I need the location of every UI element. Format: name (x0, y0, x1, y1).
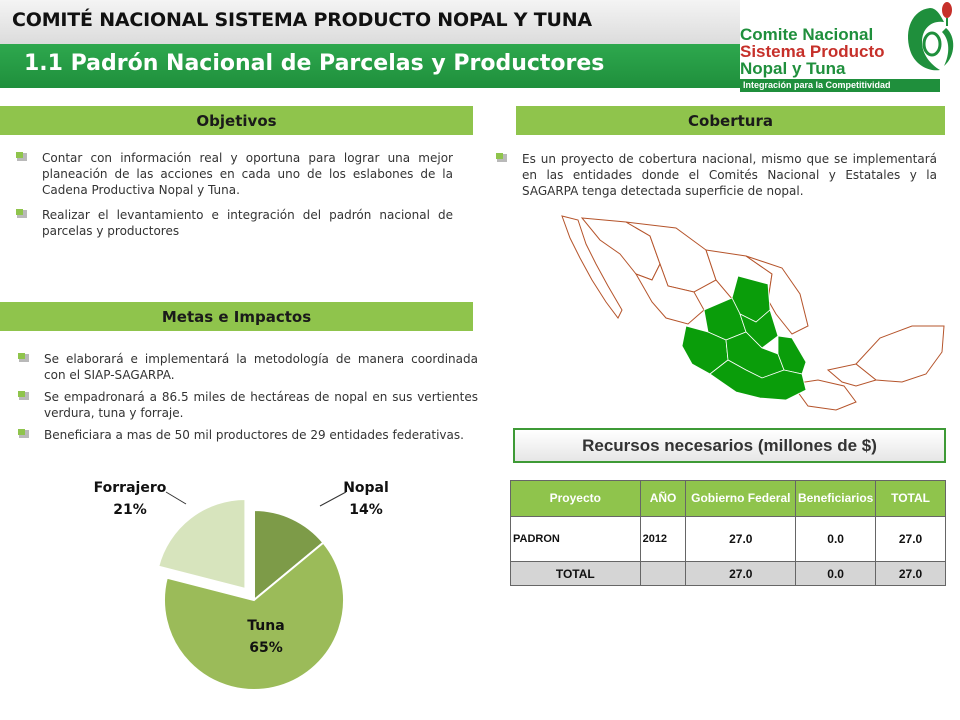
table-row (511, 517, 946, 562)
column-header: Beneficiarios (796, 481, 876, 517)
column-header: TOTAL (876, 481, 946, 517)
meta-text: Beneficiara a mas de 50 mil productores de 29 entidades federativas. (44, 428, 464, 442)
table-cell: 27.0 (686, 517, 796, 562)
meta-text: Se elaborará e implementará la metodología de manera coordinada con el SIAP-SAGARPA. (44, 352, 478, 382)
productores-pie-chart (90, 470, 420, 700)
bullet-icon (16, 152, 28, 162)
list-item (18, 351, 478, 383)
recursos-title: Recursos necesarios (millones de $) (513, 428, 946, 463)
section-title-bar (0, 44, 740, 88)
column-header: Proyecto (511, 481, 641, 517)
bullet-icon (18, 353, 30, 363)
logo (740, 0, 960, 92)
table-cell: 0.0 (796, 517, 876, 562)
table-cell: TOTAL (511, 562, 641, 586)
column-header: AÑO (640, 481, 686, 517)
list-item (18, 427, 478, 443)
column-header: Gobierno Federal (686, 481, 796, 517)
recursos-table (510, 480, 946, 586)
list-item (16, 150, 453, 198)
pie-label-tuna: Tuna (247, 618, 285, 634)
nopal-emblem-icon (900, 0, 960, 78)
table-cell (640, 562, 686, 586)
table-cell: 27.0 (876, 517, 946, 562)
pie-value-tuna: 65% (249, 640, 283, 656)
bullet-icon (496, 153, 508, 163)
list-item (496, 151, 937, 199)
cobertura-heading: Cobertura (516, 106, 945, 135)
org-title: COMITÉ NACIONAL SISTEMA PRODUCTO NOPAL Y TUNA (12, 9, 592, 31)
table-cell: 27.0 (876, 562, 946, 586)
pie-leader-line (320, 492, 346, 506)
pie-label-nopal: Nopal (343, 480, 389, 496)
pie-value-nopal: 14% (349, 502, 383, 518)
logo-line-1: Comite Nacional (740, 25, 874, 44)
bullet-icon (18, 391, 30, 401)
mexico-coverage-map (556, 214, 948, 414)
map-region-yucatan (856, 326, 944, 382)
logo-line-2: Sistema Producto (740, 42, 885, 61)
cobertura-list (496, 151, 937, 208)
meta-text: Se empadronará a 86.5 miles de hectáreas de nopal en sus vertientes verdura, tuna y forraje. (44, 390, 478, 420)
table-header-row (511, 481, 946, 517)
section-title: 1.1 Padrón Nacional de Parcelas y Productores (24, 51, 605, 76)
objetivos-heading: Objetivos (0, 106, 473, 135)
org-header-bar (0, 0, 740, 44)
bullet-icon (16, 209, 28, 219)
logo-line-3: Nopal y Tuna (740, 59, 846, 78)
objetivos-list (16, 150, 453, 248)
list-item (16, 207, 453, 239)
list-item (18, 389, 478, 421)
bullet-icon (18, 429, 30, 439)
metas-list (18, 351, 478, 449)
logo-tagline: Integración para la Competitividad (740, 79, 940, 92)
metas-heading: Metas e Impactos (0, 302, 473, 331)
table-total-row (511, 562, 946, 586)
pie-slice-forrajero (158, 499, 245, 589)
table-cell: 0.0 (796, 562, 876, 586)
cobertura-text: Es un proyecto de cobertura nacional, mismo que se implementará en las entidades donde el Comités Nacional y Estatales y la SAGARPA tenga detectada superficie de nopal. (522, 152, 937, 198)
objetivo-text: Realizar el levantamiento e integración del padrón nacional de parcelas y productores (42, 208, 453, 238)
objetivo-text: Contar con información real y oportuna para lograr una mejor planeación de las acciones en cada uno de los eslabones de la Cadena Productiva Nopal y Tuna. (42, 151, 453, 197)
table-cell: 2012 (640, 517, 686, 562)
table-cell: 27.0 (686, 562, 796, 586)
table-cell: PADRON (511, 517, 641, 562)
pie-value-forrajero: 21% (113, 502, 147, 518)
pie-leader-line (166, 492, 186, 504)
pie-label-forrajero: Forrajero (93, 480, 167, 496)
